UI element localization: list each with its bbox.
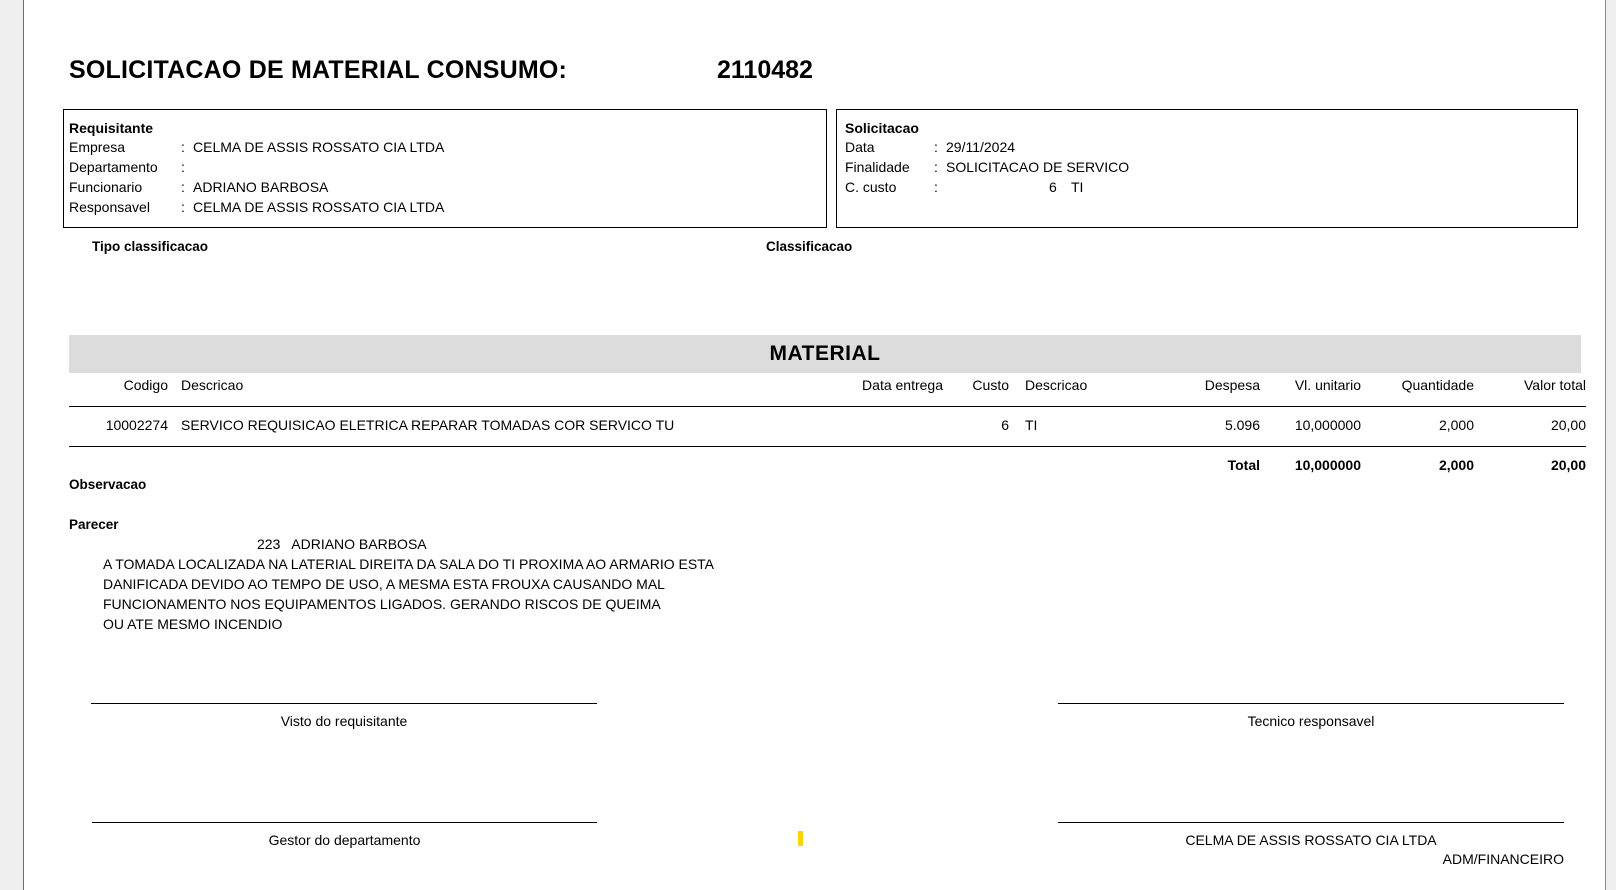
data-separator: : bbox=[934, 139, 938, 155]
material-title: MATERIAL bbox=[769, 342, 881, 365]
signature-line-visto bbox=[91, 703, 597, 704]
total-vl-unitario: 10,000000 bbox=[1294, 457, 1361, 473]
parecer-line-3: FUNCIONAMENTO NOS EQUIPAMENTOS LIGADOS. GERANDO RISCOS DE QUEIMA bbox=[103, 596, 661, 612]
finalidade-label: Finalidade bbox=[845, 159, 910, 175]
col-despesa: Despesa bbox=[1204, 377, 1260, 393]
total-label: Total bbox=[1227, 457, 1260, 473]
row-vl-unitario: 10,000000 bbox=[1294, 417, 1361, 433]
col-data-entrega: Data entrega bbox=[862, 377, 943, 393]
data-value: 29/11/2024 bbox=[946, 139, 1016, 155]
col-valor-total: Valor total bbox=[1524, 377, 1586, 393]
parecer-line-4: OU ATE MESMO INCENDIO bbox=[103, 616, 283, 632]
empresa-separator: : bbox=[181, 139, 185, 155]
empresa-value: CELMA DE ASSIS ROSSATO CIA LTDA bbox=[193, 139, 445, 155]
responsavel-separator: : bbox=[181, 199, 185, 215]
signature-line-empresa bbox=[1058, 822, 1564, 823]
col-codigo: Codigo bbox=[123, 377, 168, 393]
finalidade-separator: : bbox=[934, 159, 938, 175]
left-gutter bbox=[0, 0, 24, 890]
row-codigo: 10002274 bbox=[105, 417, 168, 433]
responsavel-value: CELMA DE ASSIS ROSSATO CIA LTDA bbox=[193, 199, 445, 215]
parecer-author: 223 ADRIANO BARBOSA bbox=[257, 536, 427, 552]
departamento-label: Departamento bbox=[69, 159, 158, 175]
funcionario-separator: : bbox=[181, 179, 185, 195]
col-vl-unitario: Vl. unitario bbox=[1294, 377, 1361, 393]
row-descricao-custo: TI bbox=[1025, 417, 1038, 433]
c-custo-label: C. custo bbox=[845, 179, 897, 195]
solicitacao-heading: Solicitacao bbox=[845, 120, 919, 136]
request-number: 2110482 bbox=[717, 56, 813, 84]
departamento-separator: : bbox=[181, 159, 185, 175]
total-quantidade: 2,000 bbox=[1438, 457, 1474, 473]
c-custo-value: TI bbox=[1071, 179, 1084, 195]
data-label: Data bbox=[845, 139, 875, 155]
col-descricao-custo: Descricao bbox=[1025, 377, 1088, 393]
signature-line-gestor bbox=[92, 822, 597, 823]
row-divider bbox=[69, 446, 1586, 447]
text-cursor-marker bbox=[798, 831, 803, 846]
row-quantidade: 2,000 bbox=[1438, 417, 1474, 433]
c-custo-separator: : bbox=[934, 179, 938, 195]
gestor-departamento-label: Gestor do departamento bbox=[268, 832, 421, 848]
funcionario-value: ADRIANO BARBOSA bbox=[193, 179, 329, 195]
material-section-band bbox=[69, 335, 1581, 373]
classificacao-label: Classificacao bbox=[766, 239, 853, 254]
row-descricao: SERVICO REQUISICAO ELETRICA REPARAR TOMADAS COR SERVICO TU bbox=[181, 417, 675, 433]
finalidade-value: SOLICITACAO DE SERVICO bbox=[946, 159, 1130, 175]
tecnico-responsavel-label: Tecnico responsavel bbox=[1247, 713, 1375, 729]
parecer-label: Parecer bbox=[69, 517, 119, 532]
col-custo: Custo bbox=[972, 377, 1009, 393]
header-divider bbox=[69, 406, 1586, 407]
signature-line-tecnico bbox=[1058, 703, 1564, 704]
row-despesa: 5.096 bbox=[1224, 417, 1260, 433]
row-valor-total: 20,00 bbox=[1550, 417, 1586, 433]
empresa-label: Empresa bbox=[69, 139, 126, 155]
empresa-signature-label: CELMA DE ASSIS ROSSATO CIA LTDA bbox=[1185, 832, 1437, 848]
total-valor-total: 20,00 bbox=[1550, 457, 1586, 473]
row-custo: 6 bbox=[1001, 417, 1009, 433]
requisitante-heading: Requisitante bbox=[69, 120, 154, 136]
c-custo-code: 6 bbox=[1049, 179, 1057, 195]
observacao-label: Observacao bbox=[69, 477, 147, 492]
col-descricao: Descricao bbox=[181, 377, 244, 393]
setor-signature-label: ADM/FINANCEIRO bbox=[1442, 851, 1564, 867]
document-title: SOLICITACAO DE MATERIAL CONSUMO: bbox=[69, 56, 568, 84]
funcionario-label: Funcionario bbox=[69, 179, 143, 195]
parecer-line-2: DANIFICADA DEVIDO AO TEMPO DE USO, A MESMA ESTA FROUXA CAUSANDO MAL bbox=[103, 576, 665, 592]
visto-requisitante-label: Visto do requisitante bbox=[280, 713, 408, 729]
responsavel-label: Responsavel bbox=[69, 199, 150, 215]
tipo-classificacao-label: Tipo classificacao bbox=[92, 239, 209, 254]
vertical-scrollbar[interactable] bbox=[1605, 0, 1616, 890]
requisitante-box bbox=[63, 109, 827, 228]
parecer-line-1: A TOMADA LOCALIZADA NA LATERIAL DIREITA DA SALA DO TI PROXIMA AO ARMARIO ESTA bbox=[103, 556, 715, 572]
col-quantidade: Quantidade bbox=[1401, 377, 1474, 393]
